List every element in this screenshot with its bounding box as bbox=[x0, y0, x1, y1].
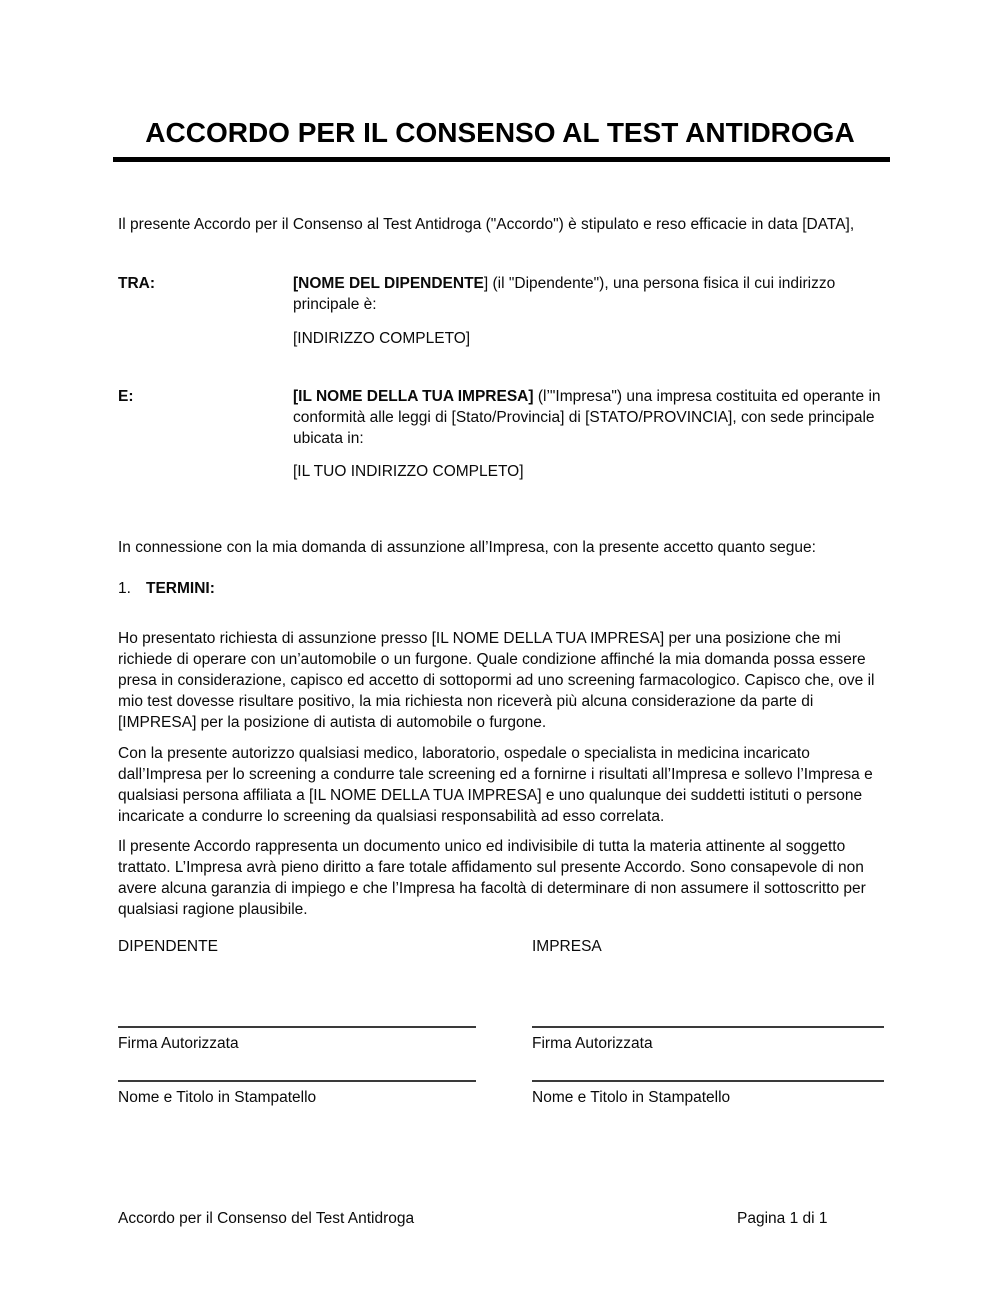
connection-paragraph: In connessione con la mia domanda di assunzione all’Impresa, con la presente accetto quanto segue: bbox=[118, 538, 816, 556]
terms-paragraph-2: Con la presente autorizzo qualsiasi medico, laboratorio, ospedale o specialista in medicina incaricato dall’Impresa per lo screening a condurre tale screening ed a fornirne i risultati all’Impresa e sollevo l’Impresa e qualsiasi persona affiliata a [IL NOME DELLA TUA IMPRESA] e uno qualunque dei suddetti istituti o persone incaricate a condurre lo screening da qualsiasi responsabilità ad esso correlata. bbox=[118, 744, 873, 825]
section-heading: TERMINI: bbox=[146, 580, 215, 597]
company-address-placeholder: [IL TUO INDIRIZZO COMPLETO] bbox=[293, 463, 524, 480]
company-name-placeholder: [IL NOME DELLA TUA IMPRESA] bbox=[293, 388, 534, 405]
section-number: 1. bbox=[118, 580, 131, 597]
signature-line-employee-nome bbox=[118, 1080, 476, 1082]
company-description bbox=[293, 386, 883, 449]
terms-paragraph-1: Ho presentato richiesta di assunzione presso [IL NOME DELLA TUA IMPRESA] per una posizione che mi richiede di operare con un’automobile o un furgone. Quale condizione affinché la mia domanda possa essere presa in considerazione, capisco ed accetto di sottopormi ad uno screening farmacologico. Capisco che, ove il mio test dovesse risultare positivo, la mia richiesta non riceverà più alcuna considerazione da parte di [IMPRESA] per la posizione di autista di automobile o furgone. bbox=[118, 629, 875, 731]
firma-label-employee: Firma Autorizzata bbox=[118, 1035, 239, 1052]
signature-line-company-firma bbox=[532, 1026, 884, 1028]
footer-document-name: Accordo per il Consenso del Test Antidroga bbox=[118, 1210, 415, 1227]
terms-paragraph-3: Il presente Accordo rappresenta un documento unico ed indivisibile di tutta la materia attinente al soggetto trattato. L’Impresa avrà pieno diritto a fare totale affidamento sul presente Accordo. Sono consapevole di non avere alcuna garanzia di impiego e che l’Impresa ha facoltà di determinare di non assumere il sottoscritto per qualsiasi ragione plausibile. bbox=[118, 837, 866, 918]
footer-page-number: Pagina 1 di 1 bbox=[737, 1210, 828, 1227]
nome-label-company: Nome e Titolo in Stampatello bbox=[532, 1089, 731, 1106]
nome-label-employee: Nome e Titolo in Stampatello bbox=[118, 1089, 317, 1106]
employee-name-placeholder: [NOME DEL DIPENDENTE bbox=[293, 275, 484, 292]
signature-header-company: IMPRESA bbox=[532, 938, 602, 955]
tra-description bbox=[293, 273, 883, 315]
employee-address-placeholder: [INDIRIZZO COMPLETO] bbox=[293, 330, 471, 347]
signature-line-employee-firma bbox=[118, 1026, 476, 1028]
company-description-rest: (l’"Impresa") una impresa costituita ed operante in conformità alle leggi di [Stato/Provincia] di [STATO/PROVINCIA], con sede principale ubicata in: bbox=[293, 388, 881, 447]
intro-paragraph: Il presente Accordo per il Consenso al Test Antidroga ("Accordo") è stipulato e reso efficacie in data [DATA], bbox=[118, 215, 855, 233]
tra-label: TRA: bbox=[118, 275, 156, 292]
document-title: ACCORDO PER IL CONSENSO AL TEST ANTIDROGA bbox=[145, 117, 855, 148]
e-label: E: bbox=[118, 388, 134, 405]
title-rule bbox=[113, 157, 890, 162]
tra-description-rest: ] (il "Dipendente"), una persona fisica il cui indirizzo principale è: bbox=[293, 275, 836, 313]
firma-label-company: Firma Autorizzata bbox=[532, 1035, 653, 1052]
signature-line-company-nome bbox=[532, 1080, 884, 1082]
signature-header-employee: DIPENDENTE bbox=[118, 938, 218, 955]
